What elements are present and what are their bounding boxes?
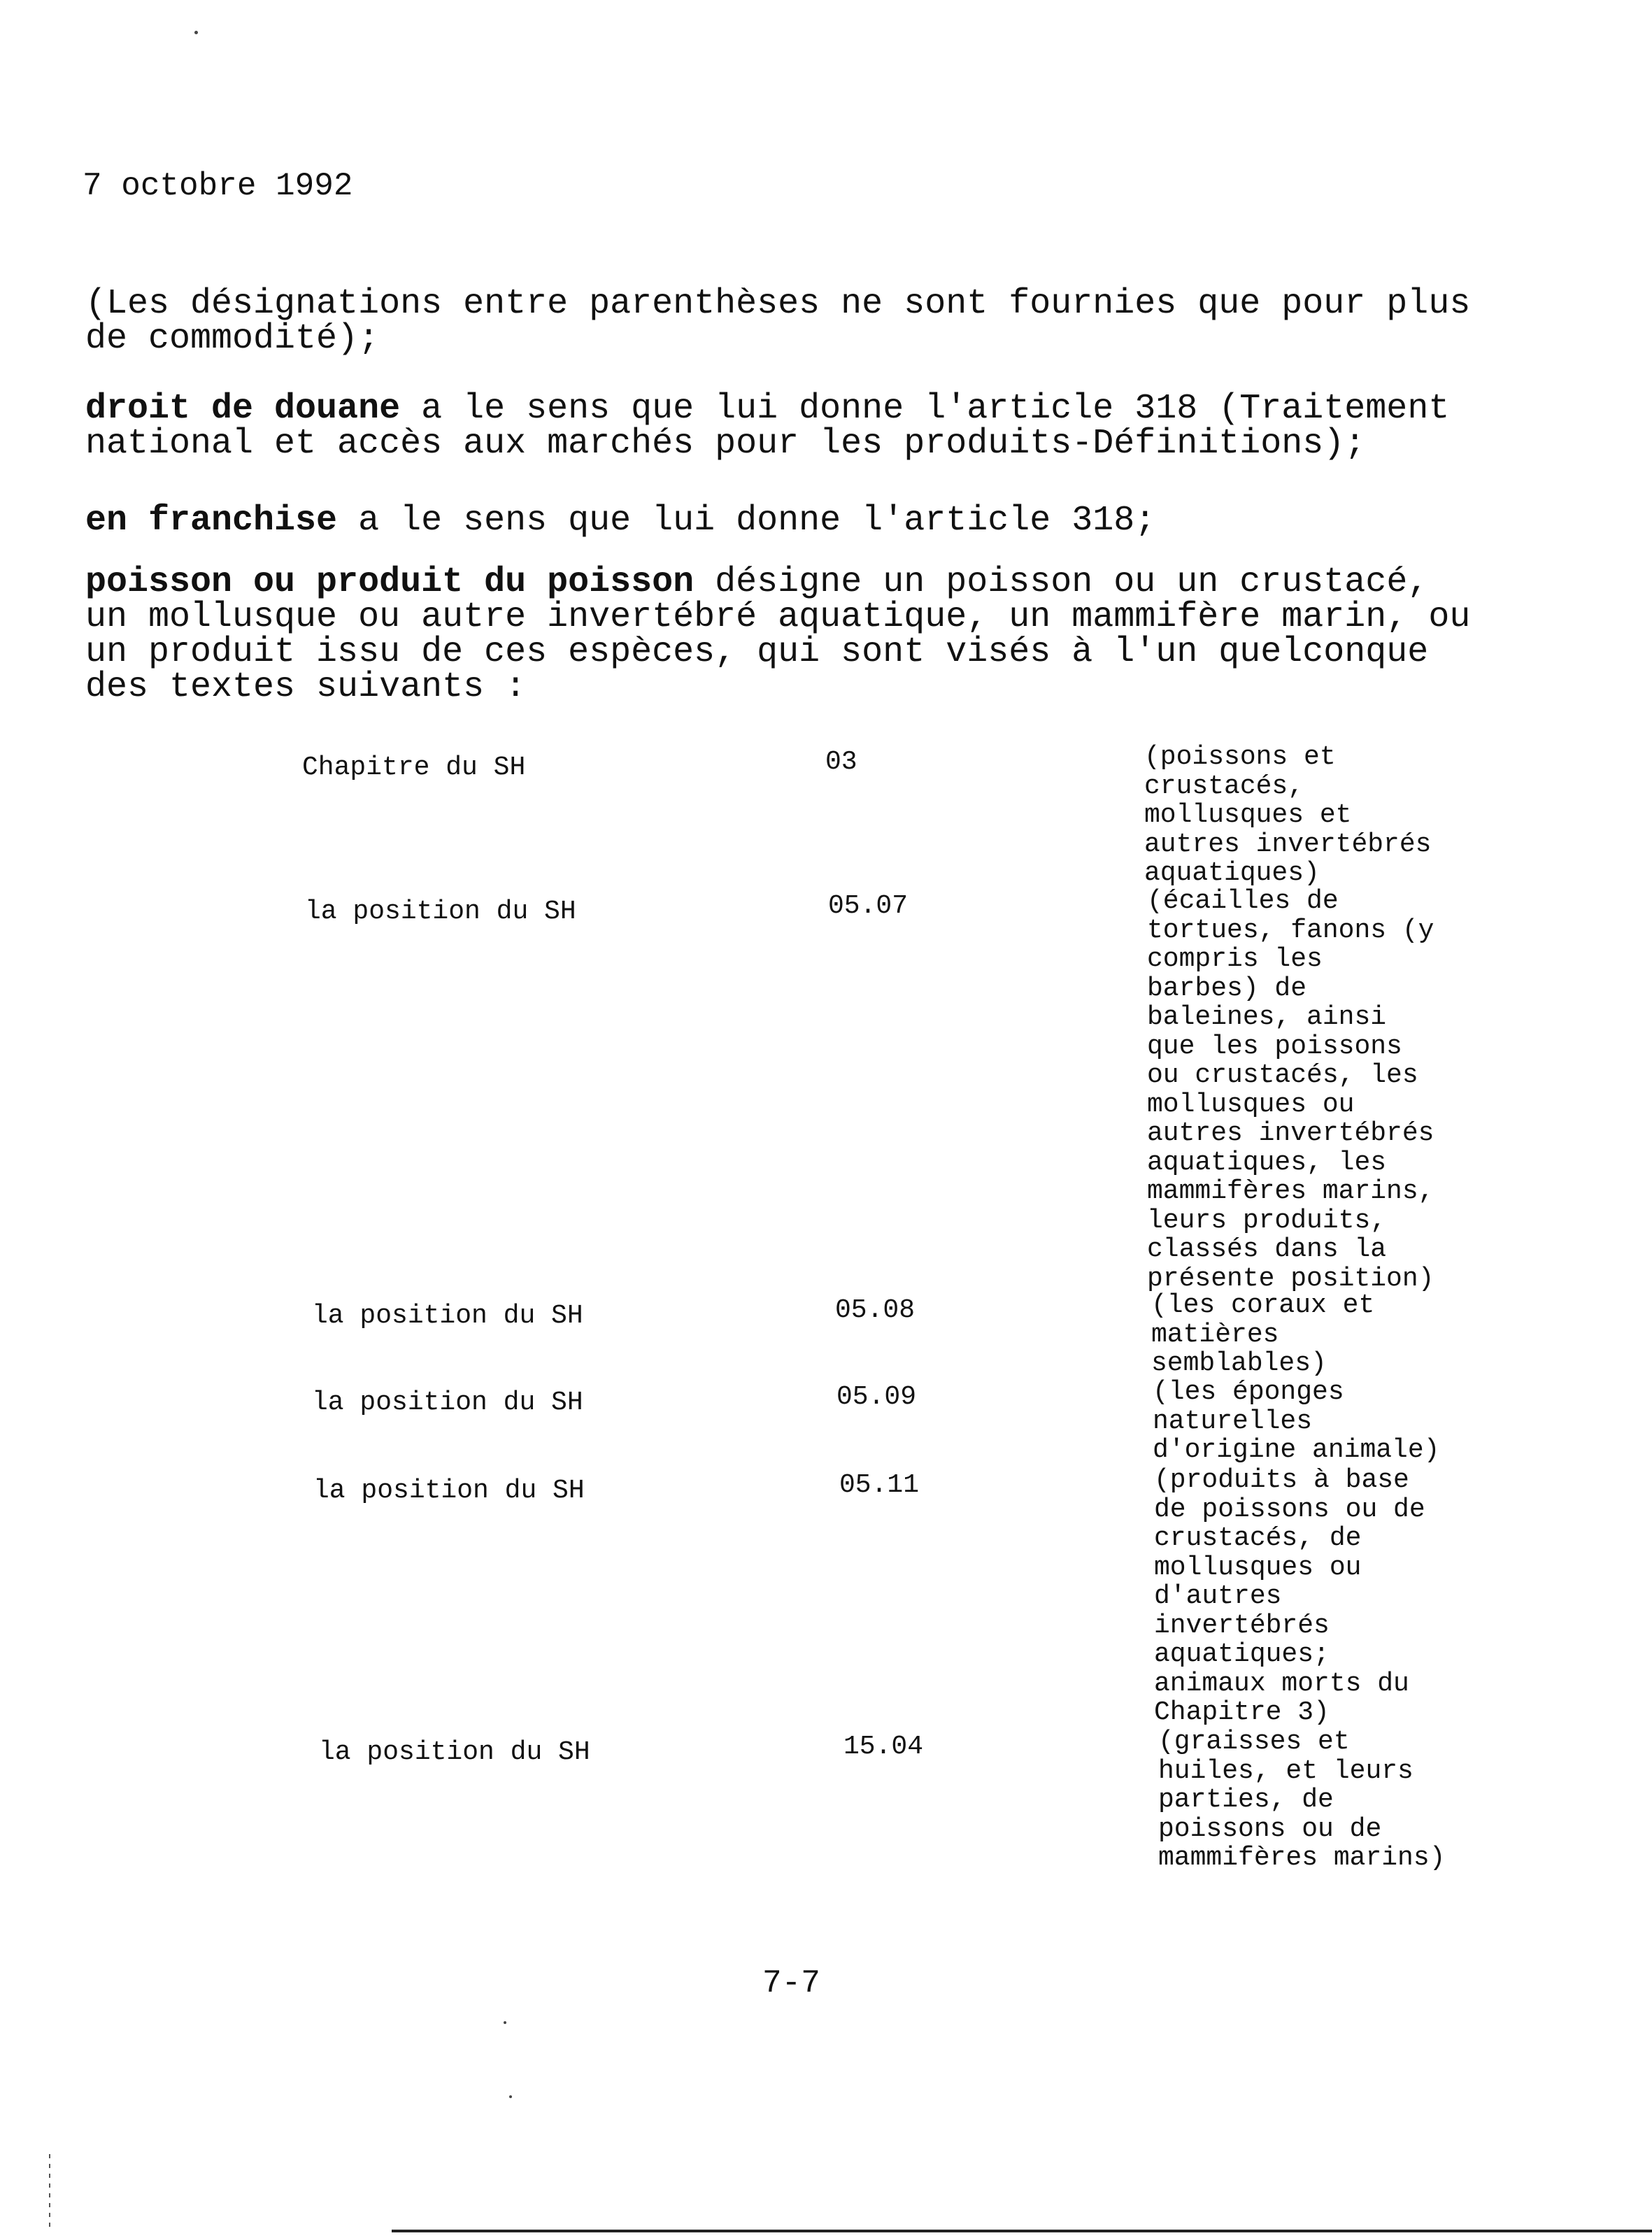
scan-speck xyxy=(504,2021,506,2024)
table-row-code: 05.09 xyxy=(836,1382,917,1412)
table-row-label: Chapitre du SH xyxy=(302,753,526,783)
defined-term: en franchise xyxy=(85,501,338,541)
defined-term: poisson ou produit du poisson xyxy=(85,562,695,602)
table-row-label: la position du SH xyxy=(319,1737,590,1767)
scan-edge-mark xyxy=(49,2154,50,2231)
table-row-description: (écailles de tortues, fanons (y compris les barbes) de baleines, ainsi que les poissons ou crustacés, les mollusques ou autres invertébrés aquatiques, les mammifères marins, leurs produits, classés dans la présente position) xyxy=(1147,886,1434,1294)
scan-bottom-edge xyxy=(392,2230,1652,2232)
table-row-label: la position du SH xyxy=(312,1388,583,1418)
document-date: 7 octobre 1992 xyxy=(83,168,353,204)
definition-text: désigne un poisson ou un crustacé, un mollusque ou autre invertébré aquatique, un mammifère marin, ou un produit issu de ces espèces, qui sont visés à l'un quelconque des textes suivants : xyxy=(85,562,1471,707)
table-row-description: (poissons et crustacés, mollusques et autres invertébrés aquatiques) xyxy=(1144,742,1432,888)
table-row-label: la position du SH xyxy=(305,897,576,927)
scan-speck xyxy=(194,31,198,34)
intro-paragraph: (Les désignations entre parenthèses ne sont fournies que pour plus de commodité); xyxy=(85,284,1471,359)
table-row-code: 03 xyxy=(825,747,857,777)
table-row-code: 05.08 xyxy=(835,1295,916,1325)
defined-term: droit de douane xyxy=(85,389,401,429)
scan-speck xyxy=(509,2095,512,2098)
definition-text: a le sens que lui donne l'article 318 (Traitement national et accès aux marchés pour les produits-Définitions); xyxy=(85,389,1450,464)
table-row-description: (les coraux et matières semblables) xyxy=(1151,1290,1375,1378)
table-row-description: (les éponges naturelles d'origine animale) xyxy=(1153,1377,1440,1465)
definition-text: a le sens que lui donne l'article 318; xyxy=(337,501,1156,541)
table-row-label: la position du SH xyxy=(312,1301,583,1331)
page-number: 7-7 xyxy=(762,1965,820,2002)
table-row-description: (produits à base de poissons ou de crustacés, de mollusques ou d'autres invertébrés aquatiques; animaux morts du Chapitre 3) xyxy=(1154,1465,1425,1727)
table-row-code: 05.11 xyxy=(839,1470,920,1500)
table-row-code: 05.07 xyxy=(828,891,909,921)
table-row-code: 15.04 xyxy=(843,1732,924,1762)
table-row-description: (graisses et huiles, et leurs parties, de poissons ou de mammifères marins) xyxy=(1158,1727,1446,1873)
table-row-label: la position du SH xyxy=(313,1476,585,1506)
